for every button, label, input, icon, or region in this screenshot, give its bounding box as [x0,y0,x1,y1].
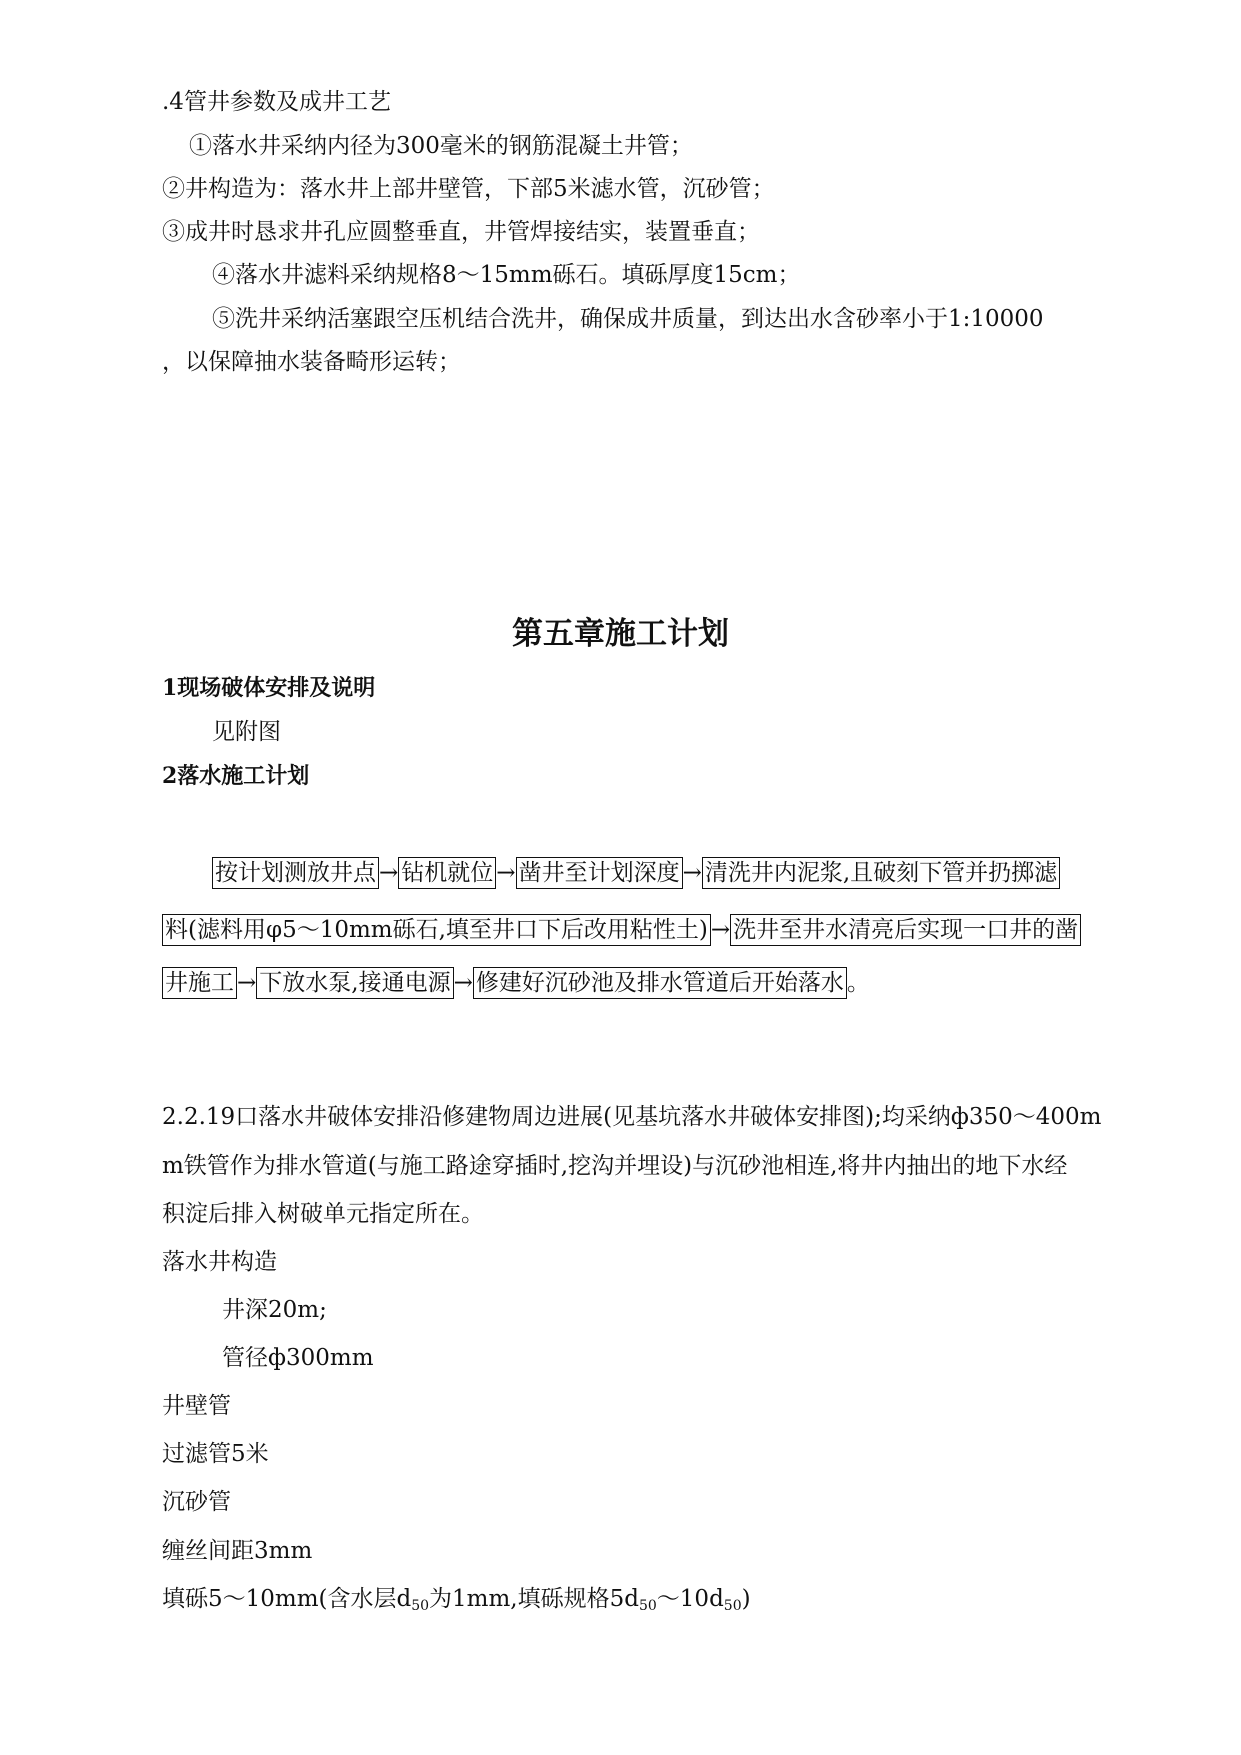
flow-step-clean-install-a: 清洗井内泥浆,且破刻下管并扔掷滤 [702,857,1060,889]
flow-step-wash-well-b: 井施工 [162,967,237,999]
flow-arrow: → [379,860,399,886]
flow-step-clean-install-b: 料(滤料用φ5～10mm砾石,填至井口下后改用粘性土) [162,914,711,946]
section-1-body: 见附图 [212,719,281,745]
para-2219-line-3: 积淀后排入树破单元指定所在。 [162,1201,484,1227]
flow-step-start-dewatering: 修建好沉砂池及排水管道后开始落水 [473,967,847,999]
section-4-heading: .4管井参数及成井工艺 [162,89,391,115]
para-2219-line-2: m铁管作为排水管道(与施工路途穿插时,挖沟并埋设)与沉砂池相连,将井内抽出的地下水经 [162,1153,1068,1179]
flow-arrow: → [237,970,257,996]
structure-sand-pipe: 沉砂管 [162,1489,231,1515]
section-4-item-5-cont: ，以保障抽水装备畸形运转； [162,349,461,375]
gravel-subscript: 50 [411,1598,430,1614]
flow-line-3 [162,966,870,1000]
flow-line-2 [162,913,1081,947]
gravel-text: ) [741,1586,751,1612]
flow-arrow: → [453,970,473,996]
flow-arrow: → [710,917,731,943]
flow-step-drill-depth: 凿井至计划深度 [516,857,683,889]
section-1-heading: 1现场破体安排及说明 [162,675,376,701]
structure-wall-pipe: 井壁管 [162,1393,231,1419]
section-4-item-4: ④落水井滤料采纳规格8～15mm砾石。填砾厚度15cm； [212,262,801,288]
flow-step-survey: 按计划测放井点 [212,857,379,889]
structure-filter-pipe: 过滤管5米 [162,1441,269,1467]
section-4-item-1: ①落水井采纳内径为300毫米的钢筋混凝土井管； [189,133,693,159]
flow-end-mark: 。 [846,970,870,996]
section-4-item-3: ③成井时恳求井孔应圆整垂直，井管焊接结实，装置垂直； [162,219,760,245]
flow-line-1 [212,856,1060,890]
gravel-text: 填砾5～10mm(含水层d [162,1586,412,1612]
section-4-item-5: ⑤洗井采纳活塞跟空压机结合洗井，确保成井质量，到达出水含砂率小于1:10000 [212,306,1044,332]
structure-depth: 井深20m; [222,1297,327,1323]
chapter-title: 第五章施工计划 [512,616,729,652]
flow-step-pump: 下放水泵,接通电源 [256,967,453,999]
para-2219-line-1: 2.2.19口落水井破体安排沿修建物周边进展(见基坑落水井破体安排图);均采纳ф350～400m [162,1104,1102,1130]
structure-gravel [162,1583,751,1615]
gravel-text: ～10d [656,1586,724,1612]
gravel-subscript: 50 [723,1598,742,1614]
flow-arrow: → [682,860,702,886]
gravel-subscript: 50 [638,1598,657,1614]
flow-step-wash-well-a: 洗井至井水清亮后实现一口井的凿 [730,914,1081,946]
structure-diameter: 管径ф300mm [222,1345,374,1371]
flow-step-drill-position: 钻机就位 [398,857,496,889]
section-4-item-2: ②井构造为：落水井上部井壁管，下部5米滤水管，沉砂管； [162,176,775,202]
structure-wire-spacing: 缠丝间距3mm [162,1538,313,1564]
gravel-text: 为1mm,填砾规格5d [429,1586,639,1612]
structure-title: 落水井构造 [162,1249,277,1275]
flow-arrow: → [496,860,516,886]
section-2-heading: 2落水施工计划 [162,763,310,789]
